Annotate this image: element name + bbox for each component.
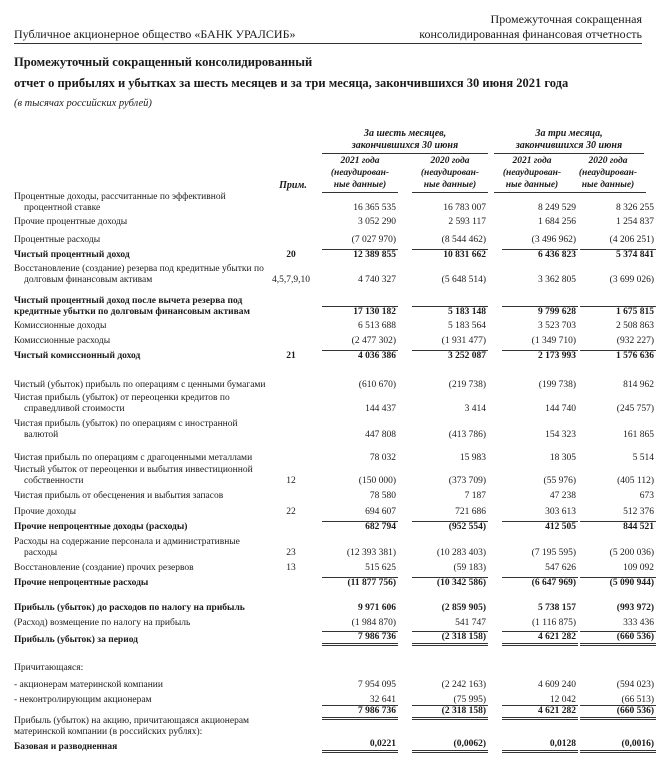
row-label: (Расход) возмещение по налогу на прибыль [14, 618, 191, 628]
row-value-2: (2 242 163) [441, 680, 486, 690]
row-label: Процентные расходы [14, 235, 101, 245]
row-value-4: (0,0016) [580, 739, 656, 753]
column-group-three-months [494, 128, 644, 152]
table-row [14, 465, 654, 487]
row-value-4: 1 675 815 [580, 306, 656, 318]
row-value-3: 12 042 [549, 695, 576, 705]
row-label: Прочие процентные доходы [14, 217, 128, 227]
row-value-3: 0,0128 [502, 739, 578, 753]
col2-h3: ные данные) [423, 180, 477, 190]
row-label: Чистый комиссионный доход [14, 351, 141, 361]
row-value-2: (10 342 586) [412, 577, 488, 589]
row-value-4: 8 326 255 [616, 203, 654, 213]
row-value-1: 7 986 736 [322, 631, 398, 646]
row-value-2: (2 318 158) [412, 705, 488, 720]
row-note: 13 [286, 563, 296, 573]
row-label: Процентные доходы, рассчитанные по эффективной процентной ставке [14, 192, 226, 213]
row-label: Чистый процентный доход [14, 250, 130, 260]
row-label: Чистая прибыль (убыток) от переоценки кредитов по справедливой стоимости [14, 393, 230, 414]
col3-h1: 2021 года [512, 156, 552, 166]
row-value-2: (952 554) [412, 521, 488, 533]
row-value-2: 3 252 087 [412, 350, 488, 362]
row-value-2: (1 931 477) [441, 336, 486, 346]
row-value-2: 15 983 [459, 453, 486, 463]
table-row [14, 216, 654, 228]
row-label: Прочие непроцентные доходы (расходы) [14, 522, 188, 532]
row-value-4: (3 699 026) [609, 275, 654, 285]
row-label: Комиссионные расходы [14, 336, 111, 346]
row-value-2: (59 183) [453, 563, 486, 573]
table-row [14, 296, 654, 318]
col3-underline [494, 192, 570, 193]
group1-rule [322, 153, 488, 154]
row-value-4: (405 112) [617, 476, 654, 486]
row-value-3: 6 436 823 [502, 249, 578, 261]
row-value-2: (8 544 462) [441, 235, 486, 245]
table-row [14, 577, 654, 589]
row-label: Чистый процентный доход после вычета резерва под кредитные убытки по долговым финансовым активам [14, 296, 250, 317]
row-value-3: 144 740 [545, 404, 576, 414]
row-value-4: 814 962 [623, 380, 654, 390]
row-value-1: 0,0221 [322, 739, 398, 753]
row-value-2: 721 686 [455, 507, 486, 517]
row-label: Восстановление (создание) прочих резервов [14, 563, 194, 573]
row-label: Комиссионные доходы [14, 321, 107, 331]
row-value-3: 47 238 [549, 491, 576, 501]
col4-h2: (неаудирован- [578, 168, 638, 178]
table-row [14, 335, 654, 347]
row-label: Расходы на содержание персонала и административные расходы [14, 537, 240, 558]
row-value-2: (75 995) [453, 695, 486, 705]
row-value-1: 17 130 182 [322, 306, 398, 318]
row-value-1: 144 437 [365, 404, 396, 414]
row-label: Прибыль (убыток) на акцию, причитающаяся акционерам материнской компании (в российских рублях): [14, 716, 250, 737]
row-value-1: (7 027 970) [351, 235, 396, 245]
table-row [14, 602, 654, 614]
row-value-2: 10 831 662 [412, 249, 488, 261]
row-value-3: (1 116 875) [532, 618, 576, 628]
row-value-1: (12 393 381) [346, 548, 396, 558]
table-row [14, 393, 654, 415]
col3-h3: ные данные) [505, 180, 559, 190]
row-value-4: 673 [639, 491, 654, 501]
row-label: Прочие непроцентные расходы [14, 578, 149, 588]
note-column-header: Прим. [279, 180, 307, 191]
row-value-3: 303 613 [545, 507, 576, 517]
row-value-1: 447 808 [365, 430, 396, 440]
col4-h3: ные данные) [581, 180, 635, 190]
row-value-3: (55 976) [543, 476, 576, 486]
row-label: Прочие доходы [14, 507, 76, 517]
col-header-6m-2020 [412, 155, 488, 191]
col-header-6m-2021 [322, 155, 398, 191]
col1-underline [322, 192, 398, 193]
row-value-4: (245 757) [616, 404, 654, 414]
row-label: Чистая прибыль (убыток) по операциям с иностранной валютой [14, 419, 238, 440]
row-value-4: 1 576 636 [580, 350, 656, 362]
row-value-3: (1 349 710) [531, 336, 576, 346]
row-label: Базовая и разводненная [14, 742, 118, 752]
table-row [14, 632, 654, 646]
row-value-3: 5 738 157 [538, 603, 576, 613]
col4-h1: 2020 года [588, 156, 628, 166]
row-value-3: 3 362 805 [538, 275, 576, 285]
row-value-3: (199 738) [538, 380, 576, 390]
row-note: 20 [286, 250, 296, 260]
row-value-1: 32 641 [369, 695, 396, 705]
report-type-header [419, 12, 642, 42]
row-value-4: (660 536) [580, 631, 656, 646]
row-value-1: (1 984 870) [351, 618, 396, 628]
bank-name: Публичное акционерное общество «БАНК УРАЛСИБ» [14, 27, 296, 41]
row-label: Причитающаяся: [14, 663, 84, 673]
row-value-2: 7 187 [464, 491, 486, 501]
statement-title-line1: Промежуточный сокращенный консолидированный [14, 55, 313, 69]
row-value-3: 4 621 282 [502, 705, 578, 720]
table-row [14, 662, 642, 674]
table-row [14, 192, 654, 214]
row-value-4: (5 200 036) [609, 548, 654, 558]
statement-title-line2: отчет о прибылях и убытках за шесть месяцев и за три месяца, закончившихся 30 июня 2021 года [14, 76, 569, 90]
table-row [14, 537, 654, 559]
row-value-3: 412 505 [502, 521, 578, 533]
col2-h1: 2020 года [430, 156, 470, 166]
row-label: Прибыль (убыток) до расходов по налогу на прибыль [14, 603, 245, 613]
group1-line1: За шесть месяцев, [363, 128, 447, 139]
row-label: Чистая прибыль от обесценения и выбытия запасов [14, 491, 224, 501]
row-value-1: 4 036 386 [322, 350, 398, 362]
row-value-1: 7 986 736 [322, 705, 398, 720]
row-value-3: 4 621 282 [502, 631, 578, 646]
row-value-1: 78 580 [369, 491, 396, 501]
row-label: Чистый (убыток) прибыль по операциям с ценными бумагами [14, 380, 266, 390]
col2-underline [412, 192, 488, 193]
col1-h1: 2021 года [340, 156, 380, 166]
row-note: 12 [286, 476, 296, 486]
table-row [14, 350, 654, 362]
report-type-line1: Промежуточная сокращенная [490, 12, 642, 26]
table-row [14, 419, 654, 441]
row-value-3: (3 496 962) [531, 235, 576, 245]
table-row [14, 264, 654, 286]
row-value-4: (4 206 251) [609, 235, 654, 245]
row-label: - акционерам материнской компании [14, 680, 163, 690]
row-value-3: 4 609 240 [538, 680, 576, 690]
table-row [14, 320, 654, 332]
row-value-1: 4 740 327 [358, 275, 396, 285]
row-value-1: (150 000) [358, 476, 396, 486]
row-value-2: (0,0062) [412, 739, 488, 753]
row-value-4: 333 436 [623, 618, 654, 628]
row-value-2: 2 593 117 [448, 217, 486, 227]
row-value-2: (413 786) [448, 430, 486, 440]
table-row [14, 249, 654, 261]
row-value-1: 12 389 855 [322, 249, 398, 261]
row-value-2: (219 738) [448, 380, 486, 390]
row-value-4: (660 536) [580, 705, 656, 720]
col-header-3m-2021 [494, 155, 570, 191]
row-value-3: 2 173 993 [502, 350, 578, 362]
row-label: - неконтролирующим акционерам [14, 695, 152, 705]
row-value-4: 1 254 837 [616, 217, 654, 227]
row-note: 23 [286, 548, 296, 558]
table-row [14, 452, 654, 464]
row-value-2: 541 747 [455, 618, 486, 628]
row-value-1: 694 607 [365, 507, 396, 517]
row-value-1: 6 513 688 [358, 321, 396, 331]
row-value-2: (10 283 403) [436, 548, 486, 558]
row-note: 22 [286, 507, 296, 517]
row-value-1: (610 670) [358, 380, 396, 390]
row-value-3: (6 647 969) [502, 577, 578, 589]
row-value-3: 9 799 628 [502, 306, 578, 318]
report-type-line2: консолидированная финансовая отчетность [419, 27, 642, 41]
row-value-1: (2 477 302) [351, 336, 396, 346]
col1-h3: ные данные) [333, 180, 387, 190]
row-value-4: (594 023) [616, 680, 654, 690]
row-value-3: 1 684 256 [538, 217, 576, 227]
column-group-six-months [322, 128, 488, 152]
row-label: Чистый убыток от переоценки и выбытия инвестиционной собственности [14, 465, 253, 486]
table-row [14, 506, 654, 518]
table-row [14, 617, 654, 629]
row-value-4: (66 513) [621, 695, 654, 705]
col2-h2: (неаудирован- [420, 168, 480, 178]
row-label: Восстановление (создание) резерва под кредитные убытки по долговым финансовым активам [14, 264, 264, 285]
header-divider [14, 43, 642, 44]
row-value-3: (7 195 595) [531, 548, 576, 558]
units-note: (в тысячах российских рублей) [14, 98, 152, 109]
row-value-4: 512 376 [623, 507, 654, 517]
row-value-1: 515 625 [365, 563, 396, 573]
row-label: Чистая прибыль по операциям с драгоценными металлами [14, 453, 253, 463]
row-value-1: 682 794 [322, 521, 398, 533]
row-value-1: 7 954 095 [358, 680, 396, 690]
table-row [14, 739, 654, 753]
row-value-3: 547 626 [545, 563, 576, 573]
group1-line2: закончившихся 30 июня [351, 140, 459, 151]
group2-line1: За три месяца, [535, 128, 603, 139]
row-value-1: (11 877 756) [322, 577, 398, 589]
row-value-3: 3 523 703 [538, 321, 576, 331]
row-value-2: (2 859 905) [441, 603, 486, 613]
table-row [14, 379, 654, 391]
row-value-1: 3 052 290 [358, 217, 396, 227]
row-value-2: 5 183 148 [412, 306, 488, 318]
row-value-2: 3 414 [464, 404, 486, 414]
table-row [14, 679, 654, 691]
col4-underline [570, 192, 646, 193]
row-value-4: 844 521 [580, 521, 656, 533]
group2-line2: закончившихся 30 июня [515, 140, 623, 151]
row-value-2: (5 648 514) [441, 275, 486, 285]
row-value-4: (993 972) [616, 603, 654, 613]
row-value-4: 2 508 863 [616, 321, 654, 331]
row-note: 4,5,7,9,10 [272, 275, 310, 285]
col3-h2: (неаудирован- [502, 168, 562, 178]
table-row [14, 562, 654, 574]
table-row [14, 234, 654, 246]
col1-h2: (неаудирован- [330, 168, 390, 178]
row-label: Прибыль (убыток) за период [14, 635, 138, 645]
row-value-4: 161 865 [623, 430, 654, 440]
row-value-3: 8 249 529 [538, 203, 576, 213]
row-value-3: 154 323 [545, 430, 576, 440]
row-value-1: 9 971 606 [358, 603, 396, 613]
row-value-3: 18 305 [549, 453, 576, 463]
row-value-1: 16 365 535 [353, 203, 396, 213]
row-value-4: 5 374 841 [580, 249, 656, 261]
row-value-1: 78 032 [369, 453, 396, 463]
row-value-2: 5 183 564 [448, 321, 486, 331]
table-row [14, 490, 654, 502]
row-value-2: (373 709) [448, 476, 486, 486]
row-value-4: 5 514 [632, 453, 654, 463]
col-header-3m-2020 [570, 155, 646, 191]
row-note: 21 [286, 351, 296, 361]
group2-rule [494, 153, 644, 154]
table-row [14, 716, 642, 738]
row-value-2: 16 783 007 [443, 203, 486, 213]
row-value-2: (2 318 158) [412, 631, 488, 646]
table-row [14, 521, 654, 533]
row-value-4: 109 092 [623, 563, 654, 573]
row-value-4: (5 090 944) [580, 577, 656, 589]
row-value-4: (932 227) [616, 336, 654, 346]
